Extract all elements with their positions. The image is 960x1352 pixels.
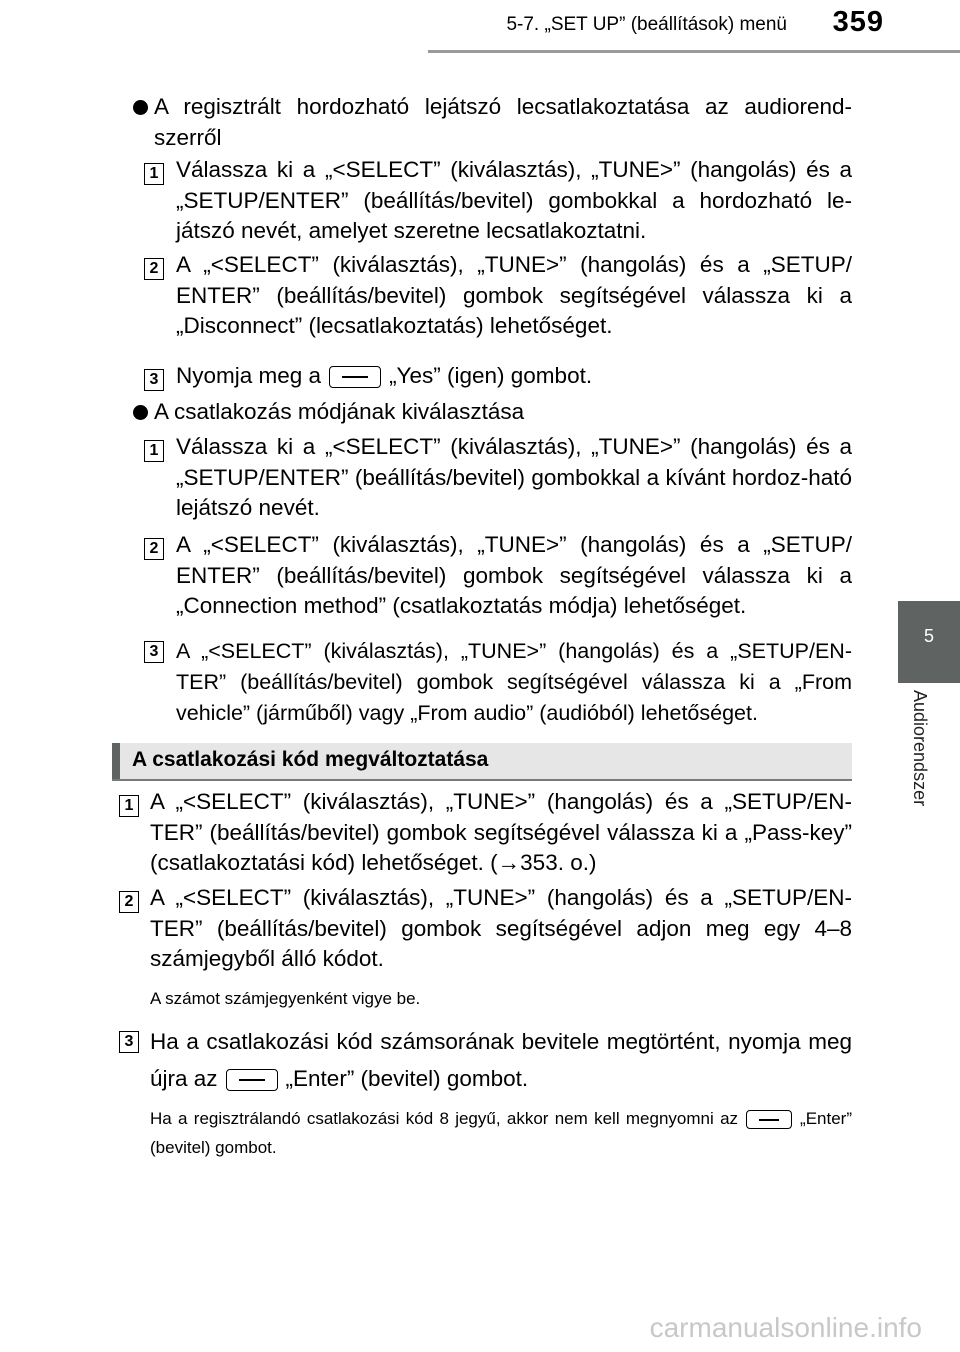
step-text: „Yes” (igen) gombot. xyxy=(389,363,593,388)
bullet-icon xyxy=(133,100,148,115)
block1-step1: Válassza ki a „<SELECT” (kiválasztás), „TUNE>” (hangolás) és a „SETUP/ENTER” (beállítás/bevitel) gombokkal a hordozható le-játszó nevét, amelyet szeretne lecsatlakoztatni. xyxy=(176,157,852,243)
block2-title: A csatlakozás módjának kiválasztása xyxy=(154,399,525,424)
section-step3 xyxy=(150,1023,852,1097)
block1-title: A regisztrált hordozható lejátszó lecsatlakoztatása az audiorend-szerről xyxy=(154,94,852,150)
section-divider xyxy=(112,779,852,781)
yes-button-icon xyxy=(329,366,381,388)
section-step2-note: A számot számjegyenként vigye be. xyxy=(150,989,421,1008)
chapter-tab xyxy=(898,601,960,683)
block1-step3 xyxy=(176,361,852,392)
section-title: A csatlakozási kód megváltoztatása xyxy=(132,748,489,771)
step-number: 3 xyxy=(119,1031,139,1053)
step-number: 3 xyxy=(144,641,164,663)
block2-step2: A „<SELECT” (kiválasztás), „TUNE>” (hangolás) és a „SETUP/ ENTER” (beállítás/bevitel) gombok segítségével válassza ki a „Connection method” (csatlakoztatás módja) lehetőséget. xyxy=(176,532,852,618)
step-number: 1 xyxy=(144,440,164,462)
enter-button-icon xyxy=(746,1110,792,1129)
chapter-label-text: Audiorendszer xyxy=(910,690,930,807)
step-number: 1 xyxy=(119,795,139,817)
block2-step1: Válassza ki a „<SELECT” (kiválasztás), „TUNE>” (hangolás) és a „SETUP/ENTER” (beállítás/bevitel) gombokkal a kívánt hordoz-ható lejátszó nevét. xyxy=(176,434,852,520)
block1-step2: A „<SELECT” (kiválasztás), „TUNE>” (hangolás) és a „SETUP/ ENTER” (beállítás/bevitel) gombok segítségével válassza ki a „Disconnect” (lecsatlakoztatás) lehetőséget. xyxy=(176,252,852,338)
section-heading xyxy=(112,743,852,779)
step-number: 3 xyxy=(144,369,164,391)
step-text: Ha a csatlakozási kód számsorának bevitele megtörtént, nyomja meg újra az xyxy=(150,1029,852,1091)
section-step3-note xyxy=(150,1104,852,1162)
step-number: 2 xyxy=(119,891,139,913)
step-number: 2 xyxy=(144,538,164,560)
note-text: „Enter” (bevitel) gombot. xyxy=(150,1109,852,1157)
page-number: 359 xyxy=(832,6,884,38)
step-number: 1 xyxy=(144,163,164,185)
step-text: Nyomja meg a xyxy=(176,363,322,388)
step-number: 2 xyxy=(144,258,164,280)
step-text: „Enter” (bevitel) gombot. xyxy=(285,1066,529,1091)
enter-button-icon xyxy=(226,1069,278,1091)
section-step2: A „<SELECT” (kiválasztás), „TUNE>” (hangolás) és a „SETUP/EN-TER” (beállítás/bevitel) gombok segítségével adjon meg egy 4–8 számjegyből álló kódot. xyxy=(150,885,852,971)
section-step1: A „<SELECT” (kiválasztás), „TUNE>” (hangolás) és a „SETUP/EN-TER” (beállítás/bevitel) gombok segítségével válassza ki a „Pass-key” (csatlakoztatási kód) lehetőséget. (→353. o.) xyxy=(150,789,852,875)
bullet-icon xyxy=(133,405,148,420)
block2-step3: A „<SELECT” (kiválasztás), „TUNE>” (hangolás) és a „SETUP/EN-TER” (beállítás/bevitel) gombok segítségével válassza ki a „From vehicle” (járműből) vagy „From audio” (audióból) lehetőséget. xyxy=(176,639,852,725)
watermark: carmanualsonline.info xyxy=(649,1312,922,1343)
header-rule xyxy=(428,50,960,53)
chapter-number: 5 xyxy=(923,626,934,646)
page-header xyxy=(0,0,960,52)
section-title: 5-7. „SET UP” (beállítások) menü xyxy=(506,14,787,35)
note-text: Ha a regisztrálandó csatlakozási kód 8 jegyű, akkor nem kell megnyomni az xyxy=(150,1109,739,1128)
chapter-label xyxy=(880,690,960,850)
